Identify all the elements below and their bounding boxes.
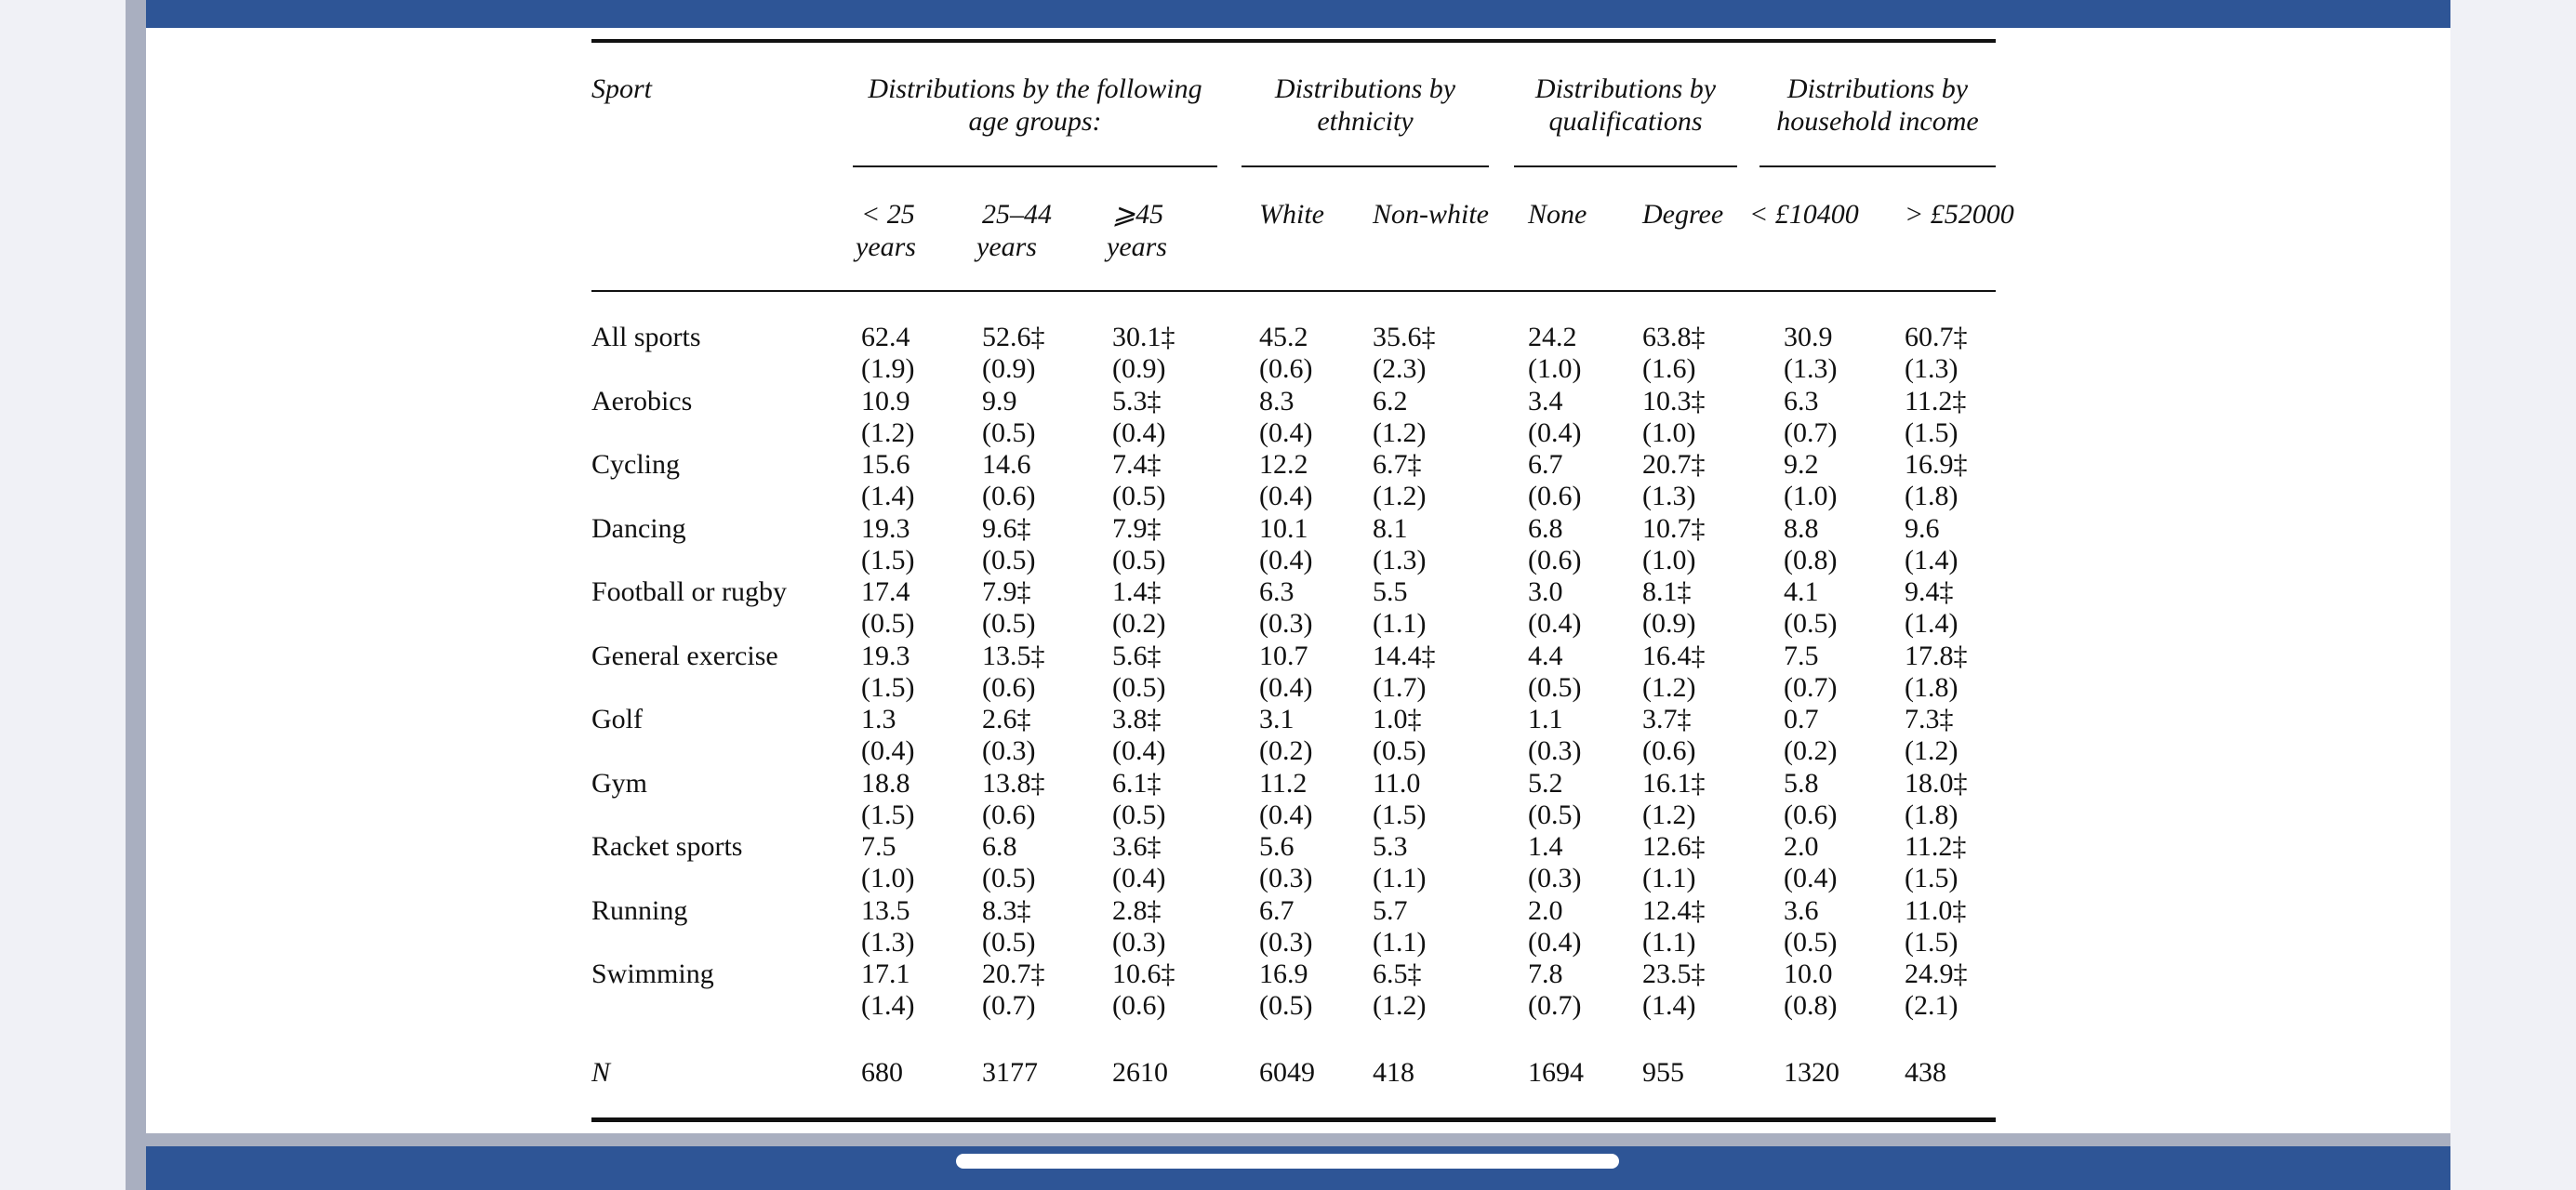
value-cell: 60.7‡ [1905, 322, 1968, 352]
standard-error-cell: (1.2) [1642, 672, 1696, 703]
value-cell: 13.5‡ [982, 641, 1045, 671]
standard-error-cell: (0.3) [1528, 863, 1582, 893]
standard-error-cell: (1.5) [861, 800, 915, 830]
standard-error-cell: (0.6) [1528, 481, 1582, 511]
group-header-qualifications-line2: qualifications [1548, 106, 1703, 137]
standard-error-cell: (0.5) [982, 927, 1036, 958]
standard-error-cell: (1.6) [1642, 353, 1696, 384]
value-cell: 3.4 [1528, 386, 1563, 416]
value-cell: 7.8 [1528, 959, 1563, 989]
standard-error-cell: (1.9) [861, 353, 915, 384]
standard-error-cell: (1.8) [1905, 672, 1959, 703]
standard-error-cell: (1.7) [1373, 672, 1427, 703]
standard-error-cell: (1.5) [861, 545, 915, 575]
value-cell: 45.2 [1259, 322, 1308, 352]
value-cell: 5.6‡ [1112, 641, 1162, 671]
value-cell: 10.7 [1259, 641, 1308, 671]
standard-error-cell: (0.5) [1528, 800, 1582, 830]
group-rule-age [853, 165, 1217, 167]
standard-error-cell: (0.3) [1528, 735, 1582, 766]
standard-error-cell: (1.0) [861, 863, 915, 893]
value-cell: 6.2 [1373, 386, 1408, 416]
sport-name: Swimming [591, 959, 714, 989]
standard-error-cell: (0.6) [1259, 353, 1313, 384]
sport-name: Aerobics [591, 386, 693, 416]
value-cell: 4.1 [1784, 576, 1819, 607]
value-cell: 14.6 [982, 449, 1031, 480]
standard-error-cell: (1.2) [1373, 417, 1427, 448]
value-cell: 1.3 [861, 704, 896, 734]
value-cell: 18.8 [861, 768, 910, 799]
standard-error-cell: (0.4) [1528, 608, 1582, 639]
standard-error-cell: (0.4) [1259, 545, 1313, 575]
standard-error-cell: (0.9) [982, 353, 1036, 384]
standard-error-cell: (0.8) [1784, 545, 1838, 575]
value-cell: 5.8 [1784, 768, 1819, 799]
standard-error-cell: (1.5) [1905, 417, 1959, 448]
value-cell: 10.7‡ [1642, 513, 1706, 544]
value-cell: 12.2 [1259, 449, 1308, 480]
table-header-rule [591, 290, 1996, 292]
value-cell: 6.8 [982, 831, 1017, 862]
value-cell: 10.6‡ [1112, 959, 1175, 989]
value-cell: 1.0‡ [1373, 704, 1422, 734]
standard-error-cell: (1.4) [1642, 990, 1696, 1021]
standard-error-cell: (0.6) [1528, 545, 1582, 575]
standard-error-cell: (0.7) [1784, 417, 1838, 448]
value-cell: 2.0 [1784, 831, 1819, 862]
value-cell: 5.6 [1259, 831, 1295, 862]
value-cell: 8.3 [1259, 386, 1295, 416]
value-cell: 3.6 [1784, 895, 1819, 926]
value-cell: 16.4‡ [1642, 641, 1706, 671]
n-value-cell: 3177 [982, 1057, 1038, 1088]
value-cell: 23.5‡ [1642, 959, 1706, 989]
standard-error-cell: (0.4) [1784, 863, 1838, 893]
value-cell: 8.8 [1784, 513, 1819, 544]
value-cell: 8.1‡ [1642, 576, 1692, 607]
standard-error-cell: (0.5) [1112, 481, 1166, 511]
value-cell: 6.7‡ [1373, 449, 1422, 480]
value-cell: 7.5 [861, 831, 896, 862]
value-cell: 63.8‡ [1642, 322, 1706, 352]
standard-error-cell: (0.6) [982, 481, 1036, 511]
group-header-age-line1: Distributions by the following [868, 73, 1202, 104]
standard-error-cell: (1.0) [1528, 353, 1582, 384]
value-cell: 11.0‡ [1905, 895, 1967, 926]
value-cell: 6.7 [1259, 895, 1295, 926]
sport-name: Racket sports [591, 831, 743, 862]
standard-error-cell: (0.4) [1112, 735, 1166, 766]
standard-error-cell: (0.5) [1112, 545, 1166, 575]
n-value-cell: 1320 [1784, 1057, 1839, 1088]
value-cell: 0.7 [1784, 704, 1819, 734]
sport-name: Gym [591, 768, 647, 799]
standard-error-cell: (1.3) [1905, 353, 1959, 384]
standard-error-cell: (1.3) [1642, 481, 1696, 511]
standard-error-cell: (0.6) [982, 800, 1036, 830]
standard-error-cell: (1.5) [1905, 863, 1959, 893]
value-cell: 2.0 [1528, 895, 1563, 926]
standard-error-cell: (0.5) [1784, 608, 1838, 639]
sport-name: General exercise [591, 641, 778, 671]
value-cell: 6.1‡ [1112, 768, 1162, 799]
standard-error-cell: (0.5) [982, 417, 1036, 448]
value-cell: 3.0 [1528, 576, 1563, 607]
standard-error-cell: (0.5) [1373, 735, 1427, 766]
group-rule-income [1759, 165, 1996, 167]
standard-error-cell: (1.4) [861, 481, 915, 511]
standard-error-cell: (0.3) [1112, 927, 1166, 958]
value-cell: 5.3‡ [1112, 386, 1162, 416]
standard-error-cell: (0.3) [982, 735, 1036, 766]
value-cell: 7.5 [1784, 641, 1819, 671]
standard-error-cell: (0.9) [1112, 353, 1166, 384]
value-cell: 20.7‡ [982, 959, 1045, 989]
value-cell: 16.1‡ [1642, 768, 1706, 799]
standard-error-cell: (1.2) [1642, 800, 1696, 830]
value-cell: 15.6 [861, 449, 910, 480]
n-value-cell: 2610 [1112, 1057, 1168, 1088]
standard-error-cell: (0.5) [982, 545, 1036, 575]
value-cell: 7.9‡ [1112, 513, 1162, 544]
group-header-age-line2: age groups: [968, 106, 1102, 137]
column-header-6-line1: Degree [1642, 199, 1724, 230]
group-rule-ethnicity [1242, 165, 1489, 167]
standard-error-cell: (1.3) [1373, 545, 1427, 575]
value-cell: 11.0 [1373, 768, 1421, 799]
standard-error-cell: (0.4) [1259, 417, 1313, 448]
standard-error-cell: (1.1) [1373, 863, 1427, 893]
standard-error-cell: (0.2) [1259, 735, 1313, 766]
value-cell: 11.2 [1259, 768, 1308, 799]
standard-error-cell: (1.3) [1784, 353, 1838, 384]
header-sport: Sport [591, 73, 653, 104]
sport-name: Golf [591, 704, 643, 734]
standard-error-cell: (0.4) [1528, 927, 1582, 958]
value-cell: 6.3 [1259, 576, 1295, 607]
value-cell: 9.2 [1784, 449, 1819, 480]
standard-error-cell: (0.5) [861, 608, 915, 639]
value-cell: 6.3 [1784, 386, 1819, 416]
standard-error-cell: (1.8) [1905, 800, 1959, 830]
value-cell: 3.6‡ [1112, 831, 1162, 862]
value-cell: 52.6‡ [982, 322, 1045, 352]
standard-error-cell: (2.3) [1373, 353, 1427, 384]
column-header-8-line1: > £52000 [1905, 199, 2014, 230]
value-cell: 7.3‡ [1905, 704, 1954, 734]
table-top-rule [591, 39, 1996, 43]
value-cell: 3.7‡ [1642, 704, 1692, 734]
standard-error-cell: (0.5) [982, 608, 1036, 639]
n-value-cell: 680 [861, 1057, 903, 1088]
standard-error-cell: (0.5) [1112, 672, 1166, 703]
standard-error-cell: (0.7) [1784, 672, 1838, 703]
value-cell: 17.1 [861, 959, 910, 989]
value-cell: 24.2 [1528, 322, 1577, 352]
sport-name: All sports [591, 322, 701, 352]
value-cell: 18.0‡ [1905, 768, 1968, 799]
column-header-7-line1: < £10400 [1749, 199, 1859, 230]
value-cell: 17.8‡ [1905, 641, 1968, 671]
standard-error-cell: (1.4) [1905, 545, 1959, 575]
value-cell: 13.8‡ [982, 768, 1045, 799]
sport-name: Dancing [591, 513, 686, 544]
n-label: N [591, 1057, 611, 1088]
value-cell: 2.8‡ [1112, 895, 1162, 926]
n-value-cell: 1694 [1528, 1057, 1584, 1088]
value-cell: 1.4 [1528, 831, 1563, 862]
column-header-2-line2: years [1107, 231, 1167, 262]
value-cell: 30.9 [1784, 322, 1833, 352]
column-header-4-line1: Non-white [1373, 199, 1489, 230]
standard-error-cell: (1.1) [1373, 927, 1427, 958]
sport-name: Running [591, 895, 688, 926]
standard-error-cell: (0.2) [1112, 608, 1166, 639]
value-cell: 30.1‡ [1112, 322, 1175, 352]
value-cell: 9.6 [1905, 513, 1940, 544]
standard-error-cell: (1.5) [1905, 927, 1959, 958]
group-rule-qualifications [1514, 165, 1737, 167]
standard-error-cell: (0.3) [1259, 608, 1313, 639]
value-cell: 24.9‡ [1905, 959, 1968, 989]
value-cell: 5.3 [1373, 831, 1408, 862]
value-cell: 19.3 [861, 641, 910, 671]
value-cell: 2.6‡ [982, 704, 1031, 734]
standard-error-cell: (1.5) [861, 672, 915, 703]
value-cell: 17.4 [861, 576, 910, 607]
group-header-ethnicity-line2: ethnicity [1317, 106, 1414, 137]
sport-name: Football or rugby [591, 576, 787, 607]
value-cell: 6.8 [1528, 513, 1563, 544]
value-cell: 7.4‡ [1112, 449, 1162, 480]
value-cell: 3.8‡ [1112, 704, 1162, 734]
value-cell: 62.4 [861, 322, 910, 352]
standard-error-cell: (0.3) [1259, 927, 1313, 958]
n-value-cell: 955 [1642, 1057, 1684, 1088]
value-cell: 8.1 [1373, 513, 1408, 544]
value-cell: 5.2 [1528, 768, 1563, 799]
standard-error-cell: (1.0) [1642, 545, 1696, 575]
column-header-0-line2: years [856, 231, 916, 262]
group-header-income-line2: household income [1776, 106, 1979, 137]
standard-error-cell: (1.4) [861, 990, 915, 1021]
value-cell: 6.5‡ [1373, 959, 1422, 989]
bottom-frame-strip [146, 1133, 2450, 1146]
standard-error-cell: (0.5) [1784, 927, 1838, 958]
top-bar [146, 0, 2450, 28]
n-value-cell: 6049 [1259, 1057, 1315, 1088]
standard-error-cell: (1.2) [861, 417, 915, 448]
group-header-ethnicity-line1: Distributions by [1274, 73, 1456, 104]
value-cell: 12.4‡ [1642, 895, 1706, 926]
value-cell: 35.6‡ [1373, 322, 1436, 352]
column-header-5-line1: None [1528, 199, 1587, 230]
value-cell: 1.4‡ [1112, 576, 1162, 607]
value-cell: 8.3‡ [982, 895, 1031, 926]
value-cell: 20.7‡ [1642, 449, 1706, 480]
value-cell: 16.9 [1259, 959, 1308, 989]
standard-error-cell: (0.6) [1784, 800, 1838, 830]
standard-error-cell: (0.2) [1784, 735, 1838, 766]
group-header-qualifications-line1: Distributions by [1534, 73, 1717, 104]
standard-error-cell: (0.3) [1259, 863, 1313, 893]
standard-error-cell: (0.4) [1259, 800, 1313, 830]
column-header-2-line1: ⩾45 [1112, 199, 1164, 230]
value-cell: 10.3‡ [1642, 386, 1706, 416]
standard-error-cell: (0.4) [1112, 417, 1166, 448]
value-cell: 9.6‡ [982, 513, 1031, 544]
standard-error-cell: (1.5) [1373, 800, 1427, 830]
value-cell: 10.0 [1784, 959, 1833, 989]
n-value-cell: 438 [1905, 1057, 1946, 1088]
value-cell: 14.4‡ [1373, 641, 1436, 671]
standard-error-cell: (0.4) [861, 735, 915, 766]
column-header-1-line1: 25–44 [982, 199, 1052, 230]
value-cell: 10.1 [1259, 513, 1308, 544]
value-cell: 5.7 [1373, 895, 1408, 926]
value-cell: 11.2‡ [1905, 386, 1967, 416]
value-cell: 9.4‡ [1905, 576, 1954, 607]
value-cell: 7.9‡ [982, 576, 1031, 607]
n-value-cell: 418 [1373, 1057, 1414, 1088]
value-cell: 9.9 [982, 386, 1017, 416]
group-header-income-line1: Distributions by [1786, 73, 1969, 104]
value-cell: 1.1 [1528, 704, 1563, 734]
standard-error-cell: (0.7) [1528, 990, 1582, 1021]
standard-error-cell: (0.6) [1112, 990, 1166, 1021]
standard-error-cell: (0.4) [1112, 863, 1166, 893]
value-cell: 6.7 [1528, 449, 1563, 480]
table-bottom-rule [591, 1117, 1996, 1122]
standard-error-cell: (0.5) [1112, 800, 1166, 830]
value-cell: 11.2‡ [1905, 831, 1967, 862]
standard-error-cell: (2.1) [1905, 990, 1959, 1021]
standard-error-cell: (0.9) [1642, 608, 1696, 639]
value-cell: 12.6‡ [1642, 831, 1706, 862]
standard-error-cell: (0.5) [982, 863, 1036, 893]
column-header-0-line1: < 25 [861, 199, 915, 230]
standard-error-cell: (0.4) [1259, 481, 1313, 511]
standard-error-cell: (1.2) [1373, 481, 1427, 511]
value-cell: 19.3 [861, 513, 910, 544]
column-header-1-line2: years [976, 231, 1037, 262]
value-cell: 10.9 [861, 386, 910, 416]
standard-error-cell: (0.4) [1528, 417, 1582, 448]
standard-error-cell: (0.7) [982, 990, 1036, 1021]
sport-name: Cycling [591, 449, 680, 480]
standard-error-cell: (1.1) [1373, 608, 1427, 639]
standard-error-cell: (1.8) [1905, 481, 1959, 511]
value-cell: 16.9‡ [1905, 449, 1968, 480]
standard-error-cell: (0.5) [1528, 672, 1582, 703]
standard-error-cell: (1.2) [1905, 735, 1959, 766]
column-header-3-line1: White [1259, 199, 1324, 230]
standard-error-cell: (1.4) [1905, 608, 1959, 639]
standard-error-cell: (0.6) [982, 672, 1036, 703]
window-frame-left [126, 0, 146, 1190]
standard-error-cell: (0.6) [1642, 735, 1696, 766]
standard-error-cell: (1.1) [1642, 863, 1696, 893]
standard-error-cell: (0.4) [1259, 672, 1313, 703]
value-cell: 13.5 [861, 895, 910, 926]
value-cell: 4.4 [1528, 641, 1563, 671]
standard-error-cell: (0.8) [1784, 990, 1838, 1021]
value-cell: 3.1 [1259, 704, 1295, 734]
standard-error-cell: (1.0) [1642, 417, 1696, 448]
standard-error-cell: (1.0) [1784, 481, 1838, 511]
standard-error-cell: (1.2) [1373, 990, 1427, 1021]
standard-error-cell: (1.1) [1642, 927, 1696, 958]
value-cell: 5.5 [1373, 576, 1408, 607]
standard-error-cell: (0.5) [1259, 990, 1313, 1021]
home-indicator[interactable] [956, 1154, 1619, 1169]
standard-error-cell: (1.3) [861, 927, 915, 958]
